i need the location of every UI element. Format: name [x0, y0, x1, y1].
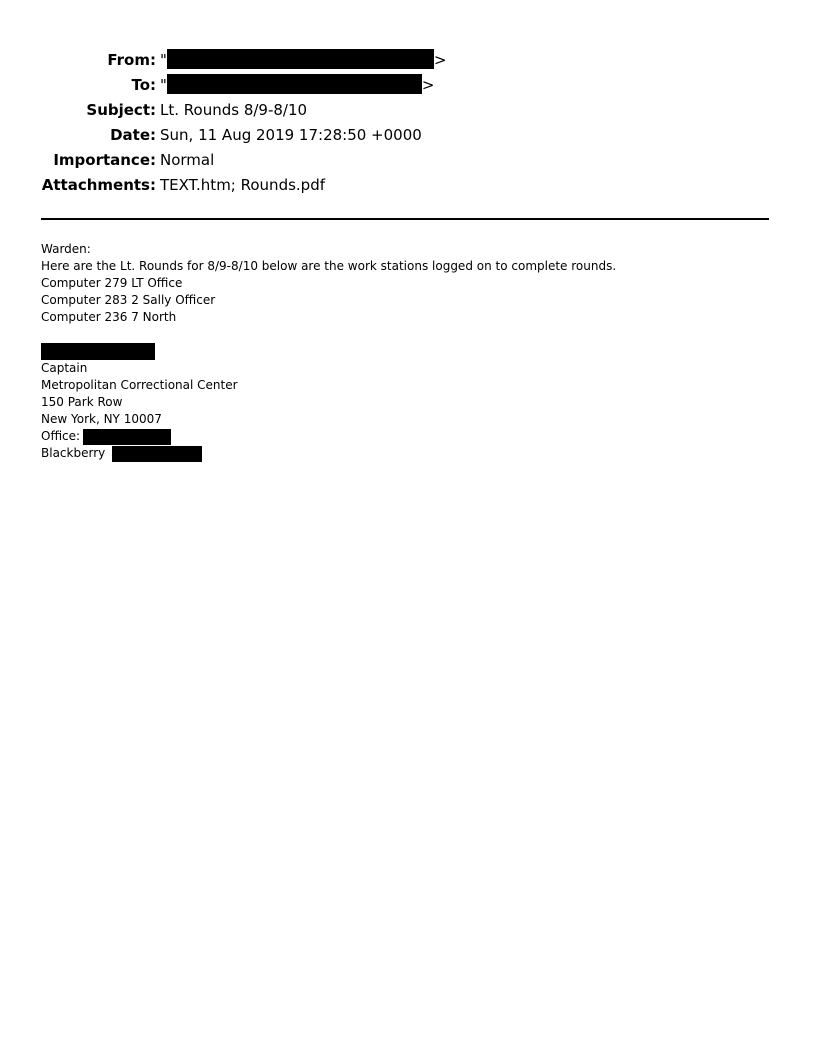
body-line: Computer 236 7 North [41, 310, 177, 324]
from-row [0, 48, 816, 73]
attachments-value: TEXT.htm; Rounds.pdf [160, 176, 325, 194]
redaction-box [112, 446, 202, 462]
spacer [41, 326, 616, 343]
header-divider [41, 218, 769, 220]
redaction-box [167, 49, 434, 69]
from-value: " > [160, 51, 447, 69]
attachments-label: Attachments: [41, 176, 156, 194]
signature-title: Captain [41, 361, 88, 375]
signature-blackberry: Blackberry [41, 445, 616, 462]
signature-org: Metropolitan Correctional Center [41, 378, 238, 392]
importance-value: Normal [160, 151, 215, 169]
redaction-box [167, 74, 422, 94]
importance-row [0, 148, 816, 173]
email-body [41, 241, 616, 462]
signature-office: Office: [41, 428, 616, 445]
signature-name [41, 343, 616, 360]
body-line: Computer 279 LT Office [41, 276, 183, 290]
greeting: Warden: [41, 242, 91, 256]
signature-street: 150 Park Row [41, 395, 123, 409]
signature-city: New York, NY 10007 [41, 412, 162, 426]
to-row [0, 73, 816, 98]
redaction-box [83, 429, 171, 445]
to-label: To: [131, 76, 156, 94]
subject-value: Lt. Rounds 8/9-8/10 [160, 101, 308, 119]
date-value: Sun, 11 Aug 2019 17:28:50 +0000 [160, 126, 422, 144]
body-line: Computer 283 2 Sally Officer [41, 293, 216, 307]
date-row [0, 123, 816, 148]
from-label: From: [107, 51, 156, 69]
date-label: Date: [110, 126, 156, 144]
subject-row [0, 98, 816, 123]
to-value: " > [160, 76, 435, 94]
body-line: Here are the Lt. Rounds for 8/9-8/10 below are the work stations logged on to complete rounds. [41, 259, 617, 273]
attachments-row [0, 173, 816, 198]
email-header [0, 48, 816, 198]
importance-label: Importance: [53, 151, 156, 169]
subject-label: Subject: [86, 101, 156, 119]
redaction-box [41, 343, 155, 360]
